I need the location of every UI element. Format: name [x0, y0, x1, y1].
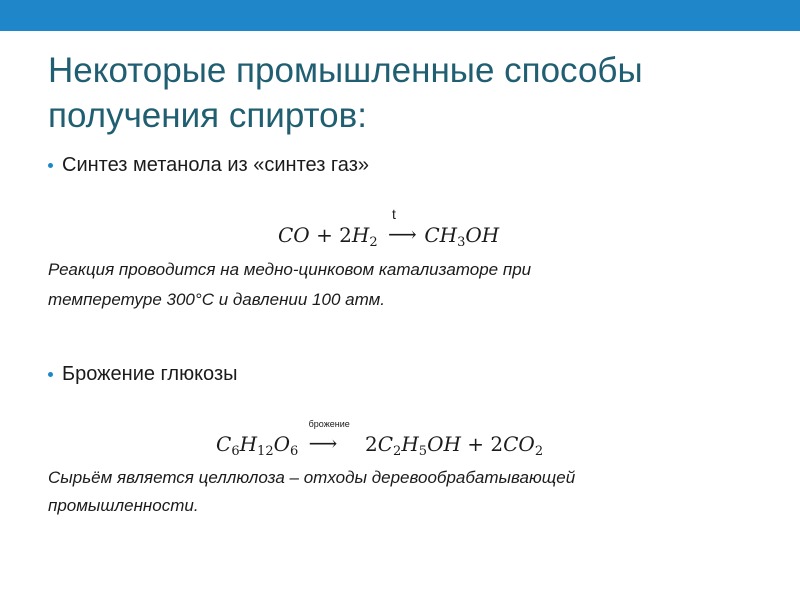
- fermentation-note: [48, 464, 768, 520]
- formula-coef: 2: [365, 432, 378, 456]
- formula-ch-sub: 3: [457, 235, 466, 250]
- title-line-1: Некоторые промышленные способы: [48, 51, 643, 90]
- formula-plus-coef: + 2: [316, 223, 352, 247]
- note-1-line-1: Реакция проводится на медно-цинковом катализаторе при: [48, 260, 532, 279]
- note-1-line-2: темпеpетуре 300°С и давлении 100 атм.: [48, 290, 385, 309]
- formula-c2-sub: 2: [393, 444, 402, 459]
- formula-co2-sub: 2: [534, 444, 544, 459]
- formula-oh: OH: [465, 223, 500, 247]
- formula-c2: C: [377, 432, 394, 456]
- arrow-condition-t: t: [392, 206, 396, 222]
- bullet-dot-icon: [48, 372, 53, 377]
- reaction-arrow: [384, 206, 418, 246]
- bullet-text-methanol: Синтез метанола из «синтез газ»: [62, 154, 369, 176]
- formula-h5: H: [401, 432, 419, 456]
- reaction-arrow: [305, 419, 359, 455]
- formula-h-sub: 12: [257, 444, 274, 459]
- formula-c: C: [216, 432, 232, 456]
- methanol-synthesis-equation: [278, 206, 500, 250]
- title-line-2: получения спиртов:: [48, 96, 367, 135]
- arrow-condition-fermentation: брожение: [308, 419, 350, 429]
- formula-h5-sub: 5: [418, 444, 428, 459]
- formula-h: H: [239, 432, 258, 456]
- bullet-dot-icon: [48, 163, 53, 168]
- formula-ch: CH: [424, 223, 458, 247]
- formula-h: H: [351, 223, 370, 247]
- formula-plus-coef: + 2: [467, 432, 504, 456]
- slide-title: [48, 48, 768, 138]
- formula-o: O: [273, 432, 290, 456]
- formula-co: CO: [278, 223, 310, 247]
- methanol-note: [48, 255, 768, 315]
- formula-co2: CO: [503, 432, 535, 456]
- note-2-line-1: Сырьём является целлюлоза – отходы деревообрабатывающей: [48, 468, 576, 487]
- top-accent-bar: [0, 0, 800, 31]
- formula-oh: OH: [427, 432, 461, 456]
- note-2-line-2: промышленности.: [48, 496, 199, 515]
- formula-o-sub: 6: [290, 444, 299, 459]
- glucose-fermentation-equation: [216, 419, 544, 459]
- arrow-icon: ⟶: [308, 431, 338, 455]
- bullet-text-fermentation: Брожение глюкозы: [62, 363, 238, 385]
- formula-h-sub: 2: [369, 235, 378, 250]
- formula-c-sub: 6: [231, 444, 240, 459]
- arrow-icon: ⟶: [388, 222, 417, 246]
